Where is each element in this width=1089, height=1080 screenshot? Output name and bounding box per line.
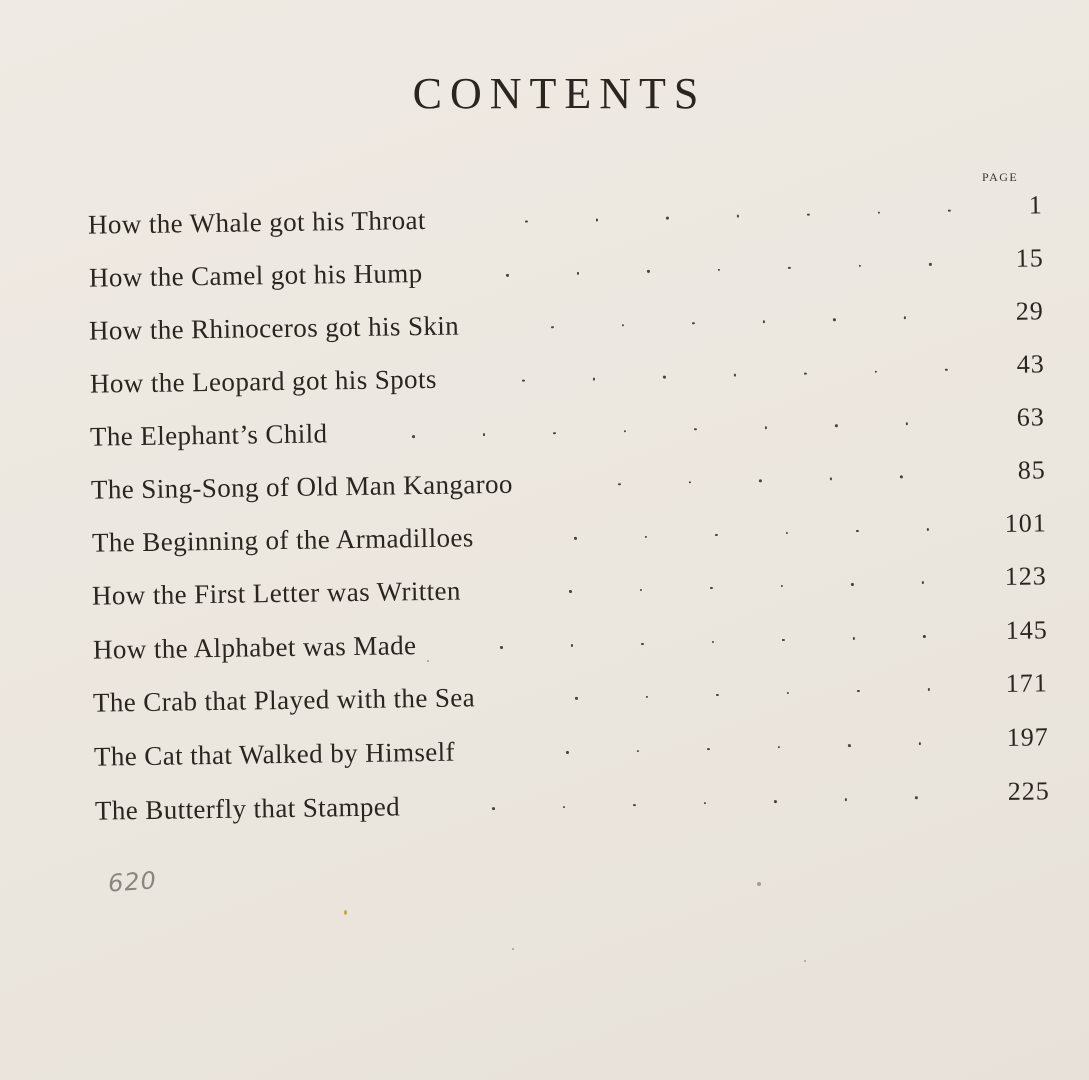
toc-entry <box>90 455 1046 514</box>
dot-leader <box>92 567 1047 620</box>
dot-leader <box>88 196 1043 249</box>
toc-entry-title: How the Whale got his Throat <box>87 204 427 240</box>
toc-entry <box>93 722 1049 781</box>
toc-entry-page-number: 123 <box>1004 561 1048 591</box>
toc-entry <box>94 776 1050 835</box>
toc-entry-page-number: 101 <box>1004 508 1047 538</box>
toc-entry-page-number: 29 <box>1015 296 1045 326</box>
toc-entry-title: How the First Letter was Written <box>91 575 462 611</box>
toc-entry <box>91 561 1048 620</box>
dot-leader <box>94 728 1049 781</box>
toc-entry <box>87 190 1043 249</box>
toc-entry-page-number: 1 <box>1028 190 1043 220</box>
toc-entry-title: How the Leopard got his Spots <box>89 363 437 399</box>
dot-leader <box>90 355 1045 408</box>
toc-entry-title: The Butterfly that Stamped <box>94 791 400 826</box>
dot-leader <box>90 408 1045 461</box>
paper-speck <box>427 660 429 662</box>
dot-leader <box>91 461 1046 514</box>
contents-heading: CONTENTS <box>412 69 707 118</box>
toc-entry-page-number: 15 <box>1015 243 1044 273</box>
toc-entry-title: The Beginning of the Armadilloes <box>91 522 474 558</box>
toc-entry <box>92 615 1048 674</box>
toc-entry-title: The Elephant’s Child <box>90 418 329 452</box>
paper-speck <box>512 948 514 950</box>
dot-leader <box>93 674 1048 727</box>
dot-leader <box>89 302 1044 355</box>
dot-leader <box>93 621 1048 674</box>
toc-entry <box>88 296 1045 355</box>
page-column-label: PAGE <box>982 170 1019 184</box>
toc-entry-title: How the Alphabet was Made <box>92 630 417 665</box>
paper-speck <box>344 910 347 915</box>
toc-entry-page-number: 43 <box>1016 349 1045 379</box>
pencil-annotation: 620 <box>107 866 158 898</box>
toc-entry-title: The Cat that Walked by Himself <box>93 736 456 772</box>
paper-speck <box>757 882 761 886</box>
toc-entry-page-number: 197 <box>1006 722 1049 752</box>
toc-entry <box>90 402 1046 461</box>
toc-entry <box>88 243 1044 302</box>
toc-entry-page-number: 63 <box>1016 402 1046 432</box>
toc-entry-page-number: 225 <box>1007 776 1050 806</box>
toc-entry <box>89 349 1045 408</box>
paper-speck <box>804 960 806 962</box>
toc-entry-title: How the Camel got his Hump <box>88 258 423 293</box>
toc-entry <box>91 508 1047 567</box>
toc-entry-page-number: 145 <box>1005 615 1048 645</box>
dot-leader <box>94 782 1049 835</box>
toc-entry <box>93 668 1049 727</box>
toc-entry-title: The Crab that Played with the Sea <box>93 682 476 718</box>
dot-leader <box>88 249 1043 302</box>
toc-entry-title: How the Rhinoceros got his Skin <box>88 310 460 346</box>
dot-leader <box>91 514 1046 567</box>
toc-entry-page-number: 171 <box>1005 668 1049 698</box>
toc-entry-title: The Sing-Song of Old Man Kangaroo <box>90 468 514 505</box>
toc-entry-page-number: 85 <box>1017 455 1046 485</box>
